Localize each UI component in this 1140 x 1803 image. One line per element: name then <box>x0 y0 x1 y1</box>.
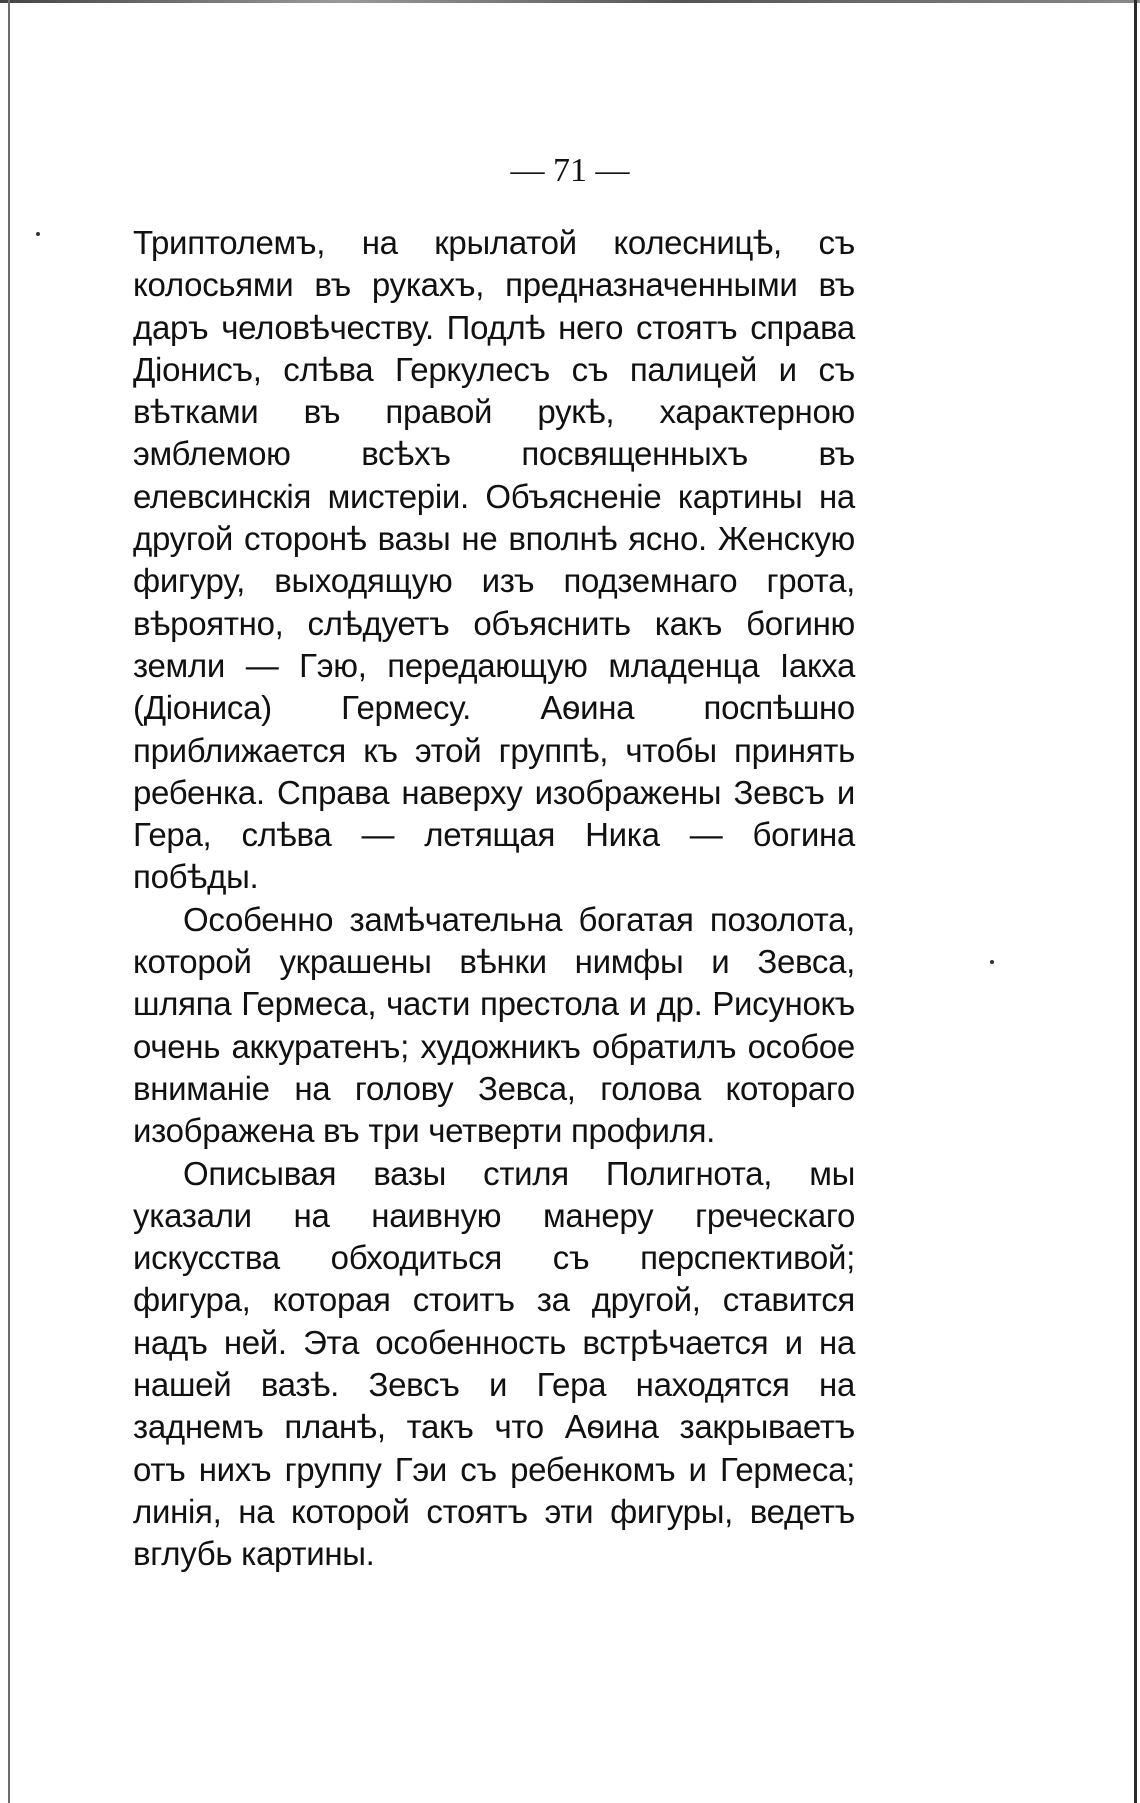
paragraph-2: Особенно замѣчательна богатая позолота, которой украшены вѣнки нимфы и Зевса, шляпа Гермеса, части престола и др. Рисунокъ очень аккуратенъ; художникъ обратилъ особое вниманіе на голову Зевса, голова котораго изображена въ три четверти профиля. <box>133 900 855 1150</box>
paragraph-3: Описывая вазы стиля Полигнота, мы указали на наивную манеру греческаго искусства обходиться съ перспективой; фигура, которая стоитъ за другой, ставится надъ ней. Эта особенность встрѣчается и на нашей вазѣ. Зевсъ и Гера находятся на заднемъ планѣ, такъ что Аѳина закрываетъ отъ нихъ группу Гэи съ ребенкомъ и Гермеса; линія, на которой стоятъ эти фигуры, ведетъ вглубь картины. <box>133 1154 855 1573</box>
page-right-edge <box>1134 0 1137 1803</box>
paragraph-1: Триптолемъ, на крылатой колесницѣ, съ колосьями въ рукахъ, предназначенными въ даръ человѣчеству. Подлѣ него стоятъ справа Діонисъ, слѣва Геркулесъ съ палицей и съ вѣтками въ правой рукѣ, характерною эмблемою всѣхъ посвященныхъ въ елевсинскія мистеріи. Объясненіе картины на другой сторонѣ вазы не вполнѣ ясно. Женскую фигуру, выходящую изъ подземнаго грота, вѣроятно, слѣдуетъ объяснить какъ богиню земли — Гэю, передающую младенца Іакха (Діониса) Гермесу. Аѳина поспѣшно приближается къ этой группѣ, чтобы принять ребенка. Справа наверху изображены Зевсъ и Гера, слѣва — летящая Ника — богина побѣды. <box>133 224 855 896</box>
print-speck <box>36 232 40 236</box>
print-speck <box>990 960 994 964</box>
body-text <box>133 222 855 1576</box>
page-number: — 71 — <box>510 152 630 189</box>
page-top-edge <box>0 0 1140 3</box>
page-left-edge <box>8 0 10 1803</box>
